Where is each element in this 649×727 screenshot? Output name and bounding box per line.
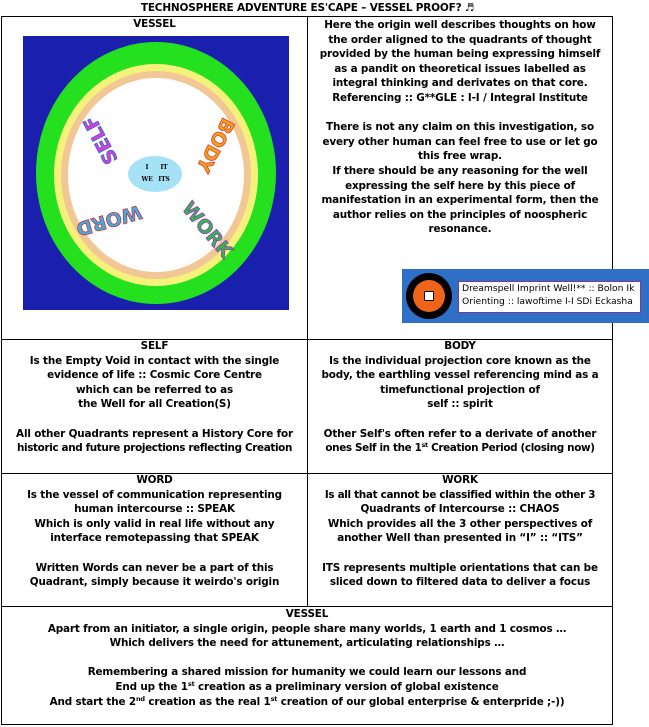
work-line: Is all that cannot be classified within the other 3 — [324, 488, 596, 501]
self-line: evidence of life :: Cosmic Core Centre — [47, 369, 262, 382]
intro-line: expressing the self here by this piece of — [345, 179, 575, 192]
badge-line-2: Orienting :: lawoftime I-I SDi Eckasha — [462, 296, 633, 307]
word-line: interface remotepassing that SPEAK — [50, 532, 259, 545]
body-line: body, the earthling vessel referencing mind as a — [321, 369, 599, 382]
intro-line: Here the origin well describes thoughts on how — [324, 19, 596, 31]
footer-line: And start the 2nd creation as the real 1st creation of our global enterprise & enterpride ;-)) — [49, 694, 565, 708]
intro-line: There is not any claim on this investigation, so — [326, 121, 594, 134]
vessel-cell — [2, 17, 307, 339]
body-line: Other Self's often refer to a derivate of another — [323, 427, 597, 440]
intro-line: this free wrap. — [418, 150, 502, 163]
self-line: which can be referred to as — [76, 383, 233, 396]
footer-line: End up the 1st creation as a preliminary version of global existence — [115, 679, 499, 693]
core-centre — [128, 156, 182, 192]
body-line: self :: spirit — [427, 398, 493, 411]
intro-line: author relies on the principles of noospheric — [332, 208, 588, 221]
work-line: another Well than presented in “I” :: “ITS” — [337, 532, 583, 545]
footer-line: Remembering a shared mission for humanity we could learn our lessons and — [87, 666, 527, 679]
word-line: Which is only valid in real life without any — [34, 517, 275, 530]
core-label-we: WE — [141, 176, 153, 183]
work-line: Quadrants of Intercourse :: CHAOS — [360, 503, 560, 516]
body-line: timefunctional projection of — [380, 383, 540, 396]
intro-line: resonance. — [428, 223, 492, 236]
intro-line: If there should be any reasoning for the well — [332, 164, 588, 177]
footer-vessel-cell — [2, 607, 612, 724]
work-line: sliced down to filtered data to deliver a focus — [329, 576, 591, 589]
body-cell — [308, 339, 612, 473]
svg-text:BODY: BODY — [191, 114, 239, 176]
svg-text:SELF: SELF — [79, 112, 123, 168]
dreamspell-seal-icon — [406, 273, 452, 319]
self-cell — [2, 339, 307, 473]
footer-heading: VESSEL — [285, 608, 329, 620]
word-cell — [2, 473, 307, 606]
word-line: Written Words can never be a part of this — [35, 561, 274, 574]
core-label-it: IT — [160, 164, 168, 171]
self-heading: SELF — [140, 340, 169, 352]
page-title: TECHNOSPHERE ADVENTURE ES'CAPE – VESSEL PROOF? ♬ — [140, 2, 475, 14]
dreamspell-badge — [402, 269, 649, 323]
self-line: the Well for all Creation(S) — [78, 398, 231, 411]
word-line: human intercourse :: SPEAK — [74, 503, 235, 516]
svg-text:WORK: WORK — [177, 197, 237, 263]
intro-line: provided by the human being expressing himself — [319, 48, 601, 61]
body-heading: BODY — [444, 340, 476, 352]
work-heading: WORK — [442, 474, 478, 486]
self-line: historic and future projections reflecting Creation — [16, 442, 293, 455]
work-line: Which provides all the 3 other perspectives of — [327, 517, 593, 530]
word-heading: WORD — [136, 474, 173, 486]
self-line: All other Quadrants represent a History Core for — [16, 427, 293, 440]
intro-line: integral thinking and derivates on that core. — [332, 77, 588, 90]
core-label-i: I — [145, 164, 149, 171]
intro-line: as a pandit on theoretical issues labelled as — [334, 62, 586, 75]
word-line: Is the vessel of communication representing — [27, 488, 282, 501]
footer-line: Apart from an initiator, a single origin, people share many worlds, 1 earth and 1 cosmos … — [47, 622, 567, 635]
work-line: ITS represents multiple orientations that can be — [322, 561, 598, 574]
dreamspell-badge-text — [458, 281, 641, 313]
word-line: Quadrant, simply because it weirdo's origin — [29, 576, 280, 589]
vessel-heading: VESSEL — [133, 18, 176, 30]
svg-text:WORD: WORD — [73, 200, 145, 240]
intro-line: every other human can feel free to use or let go — [322, 135, 598, 148]
intro-line: the order aligned to the quadrants of thought — [328, 33, 592, 46]
work-cell — [308, 473, 612, 606]
body-line: ones Self in the 1st Creation Period (closing now) — [325, 441, 595, 455]
badge-line-1: Dreamspell Imprint Well!** :: Bolon Ik — [462, 283, 635, 294]
vessel-diagram — [23, 36, 289, 310]
core-label-its: ITS — [158, 176, 170, 183]
intro-line: Referencing :: G**GLE : I-I / Integral Institute — [332, 91, 588, 104]
footer-line: Which delivers the need for attunement, articulating relationships … — [109, 637, 505, 650]
quadrant-table — [1, 16, 635, 725]
intro-line: manifestation in an experimental form, then the — [321, 194, 599, 207]
self-line: Is the Empty Void in contact with the single — [29, 354, 280, 367]
body-line: Is the individual projection core known as the — [329, 354, 591, 367]
